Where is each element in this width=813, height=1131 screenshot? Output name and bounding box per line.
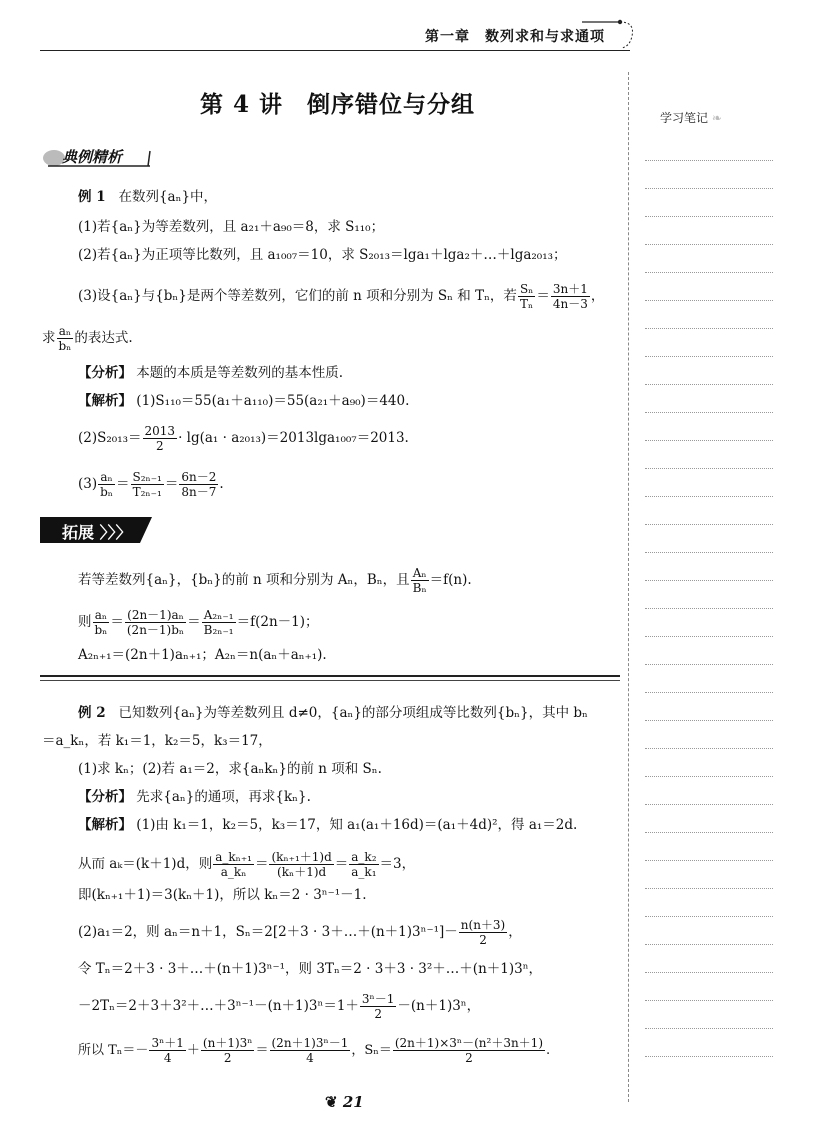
solution-text: (1)S₁₁₀＝55(a₁＋a₁₁₀)＝55(a₂₁＋a₉₀)＝440. <box>136 393 410 409</box>
note-line <box>645 972 773 973</box>
fraction-num: n(n＋3) <box>460 918 506 932</box>
fraction-den: 2 <box>479 933 487 947</box>
eq-sign: ＝ <box>187 614 201 630</box>
fraction <box>213 850 254 879</box>
example2-stem-text: 已知数列{aₙ}为等差数列且 d≠0，{aₙ}的部分项组成等比数列{bₙ}，其中 bₙ <box>118 705 588 721</box>
notes-header-label: 学习笔记 <box>660 111 709 125</box>
fraction-den: 2 <box>223 1051 232 1065</box>
eq-sign: ＝ <box>254 856 269 872</box>
fraction-num: (n＋1)3ⁿ <box>202 1036 253 1050</box>
example2-analysis <box>78 788 311 806</box>
example1-solution2 <box>78 424 409 453</box>
example1-analysis <box>78 364 343 382</box>
fraction-den: bₙ <box>94 623 108 637</box>
q3-text: (3)设{aₙ}与{bₙ}是两个等差数列，它们的前 n 项和分别为 Sₙ 和 Tₙ，若 <box>78 288 517 304</box>
fraction-num: 6n－2 <box>181 470 217 484</box>
fraction-num: aₙ <box>57 324 74 339</box>
fraction-den: a_kₙ <box>220 865 247 879</box>
ask-text: 求 <box>42 330 56 346</box>
eq-sign: ＝ <box>536 288 550 304</box>
fraction-den: bₙ <box>58 339 72 353</box>
note-line <box>645 440 773 441</box>
fraction-den: 2 <box>465 1051 473 1065</box>
plus-sign: ＋ <box>186 1043 200 1058</box>
solution-text: (2)S₂₀₁₃＝ <box>78 430 142 446</box>
note-line <box>645 748 773 749</box>
solution-text: 从而 aₖ＝(k＋1)d，则 <box>78 856 213 872</box>
note-line <box>645 552 773 553</box>
extension-line3: A₂ₙ₊₁＝(2n＋1)aₙ₊₁；A₂ₙ＝n(aₙ＋aₙ₊₁). <box>78 647 327 663</box>
fraction <box>98 470 115 499</box>
fraction-num: a_kₙ₊₁ <box>215 850 252 864</box>
ext-text: 若等差数列{aₙ}，{bₙ}的前 n 项和分别为 Aₙ，Bₙ，且 <box>78 572 410 588</box>
note-line <box>645 692 773 693</box>
fraction <box>269 850 333 879</box>
leaf-icon: ❧ <box>711 111 722 125</box>
note-line <box>645 524 773 525</box>
note-line <box>645 244 773 245</box>
header-rule <box>40 50 630 51</box>
fraction-num: aₙ <box>98 470 115 485</box>
fraction <box>459 918 507 947</box>
note-line <box>645 160 773 161</box>
fraction-num: aₙ <box>93 608 110 623</box>
swirl-icon: ❦ <box>325 1093 338 1111</box>
example2-stem <box>78 704 588 722</box>
fraction <box>93 608 110 637</box>
example1-title: 例 1 <box>78 189 106 205</box>
note-line <box>645 1056 773 1057</box>
fraction <box>125 608 186 637</box>
fraction-num: Sₙ <box>519 282 534 296</box>
example1-solution1 <box>78 392 409 410</box>
fraction-den: a_k₁ <box>351 865 377 879</box>
solution-label: 【解析】 <box>78 817 132 833</box>
fraction <box>179 470 218 499</box>
note-line <box>645 916 773 917</box>
eq-sign: ＝ <box>334 856 349 872</box>
notes-header <box>660 109 722 126</box>
solution-text-end: －(n＋1)3ⁿ， <box>397 998 481 1014</box>
note-line <box>645 944 773 945</box>
example2-solution6 <box>78 992 480 1021</box>
fraction <box>57 324 74 353</box>
fraction <box>393 1036 545 1065</box>
note-line <box>645 272 773 273</box>
ext-text-end: ＝f(n). <box>429 572 472 588</box>
eq-sign: ＝ <box>116 476 130 492</box>
note-line <box>645 664 773 665</box>
note-line <box>645 720 773 721</box>
chapter-header: 第一章 数列求和与求通项 <box>425 29 605 45</box>
note-line <box>645 608 773 609</box>
fraction <box>551 282 590 311</box>
eq-sign: ＝ <box>255 1043 269 1058</box>
ext-text-end: ＝f(2n－1)； <box>236 614 319 630</box>
note-line <box>645 776 773 777</box>
note-line <box>645 496 773 497</box>
page-number <box>325 1093 364 1111</box>
example2-title: 例 2 <box>78 705 106 721</box>
extension-line1 <box>78 566 472 595</box>
fraction-num: 3n＋1 <box>552 282 588 296</box>
page-number-text: 21 <box>342 1093 364 1111</box>
example2-solution1 <box>78 816 577 834</box>
example2-stem2: ＝a_kₙ，若 k₁＝1，k₂＝5，k₃＝17， <box>42 733 272 749</box>
fraction <box>201 1036 255 1065</box>
fraction-den: 8n－7 <box>181 485 217 499</box>
note-line <box>645 804 773 805</box>
fraction-num: S₂ₙ₋₁ <box>132 470 162 484</box>
note-line <box>645 356 773 357</box>
extension-line2 <box>78 608 319 637</box>
note-line <box>645 888 773 889</box>
analysis-label: 【分析】 <box>78 365 132 381</box>
punct: . <box>546 1043 551 1058</box>
example2-solution5: 令 Tₙ＝2＋3 · 3＋…＋(n＋1)3ⁿ⁻¹，则 3Tₙ＝2 · 3＋3 · 3²＋…＋(n＋1)3ⁿ， <box>78 961 543 977</box>
fraction <box>518 282 535 311</box>
analysis-text: 本题的本质是等差数列的基本性质. <box>136 365 344 381</box>
example2-solution4 <box>78 918 522 947</box>
note-line <box>645 412 773 413</box>
fraction-num: Aₙ <box>411 566 429 581</box>
note-line <box>645 1028 773 1029</box>
solution-text-end: ＝3， <box>379 856 416 872</box>
extension-rule <box>40 675 620 677</box>
example2-solution3: 即(kₙ₊₁＋1)＝3(kₙ＋1)，所以 kₙ＝2 · 3ⁿ⁻¹－1. <box>78 887 367 903</box>
fraction <box>349 850 378 879</box>
example1-stem-text: 在数列{aₙ}中， <box>118 189 218 205</box>
fraction <box>149 1036 185 1065</box>
analysis-label: 【分析】 <box>78 789 132 805</box>
fraction-num: A₂ₙ₋₁ <box>202 608 236 623</box>
extension-rule-thin <box>40 680 620 681</box>
fraction-den: (2n－1)bₙ <box>126 623 185 637</box>
fraction <box>360 992 396 1021</box>
extension-label: 拓展 〉〉〉 <box>62 523 132 542</box>
example1-q3-ask <box>42 324 133 353</box>
example2-question: (1)求 kₙ；(2)若 a₁＝2，求{aₙkₙ}的前 n 项和 Sₙ. <box>78 761 382 777</box>
fraction <box>411 566 429 595</box>
section-label: 典例精析 <box>62 148 123 166</box>
fraction-num: (2n－1)aₙ <box>125 608 186 623</box>
fraction-den: Bₙ <box>412 581 427 595</box>
fraction-den: (kₙ＋1)d <box>277 865 327 879</box>
note-line <box>645 216 773 217</box>
punct: . <box>219 476 224 492</box>
fraction-num: 3ⁿ＋1 <box>151 1036 184 1050</box>
fraction <box>131 470 164 499</box>
solution-label: 【解析】 <box>78 393 132 409</box>
solution-text: (2)a₁＝2，则 aₙ＝n＋1，Sₙ＝2[2＋3 · 3＋…＋(n＋1)3ⁿ⁻¹]－ <box>78 924 458 940</box>
note-line <box>645 468 773 469</box>
fraction-num: 2013 <box>144 424 176 438</box>
example1-stem <box>78 188 217 206</box>
example1-q2: (2)若{aₙ}为正项等比数列，且 a₁₀₀₇＝10，求 S₂₀₁₃＝lga₁＋lga₂＋…＋lga₂₀₁₃； <box>78 247 567 263</box>
fraction-num: (2n＋1)×3ⁿ－(n²＋3n＋1) <box>394 1036 544 1050</box>
fraction-num: a_k₂ <box>351 850 377 864</box>
fraction-num: 3ⁿ－1 <box>361 992 395 1006</box>
ask-text-end: 的表达式. <box>74 330 133 346</box>
lesson-title: 第 4 讲 倒序错位与分组 <box>200 91 476 118</box>
fraction-num: (kₙ₊₁＋1)d <box>271 850 332 864</box>
eq-sign: ＝ <box>110 614 124 630</box>
fraction-den: bₙ <box>100 485 113 499</box>
note-line <box>645 1000 773 1001</box>
example2-solution7 <box>78 1036 550 1065</box>
solution-text: －2Tₙ＝2＋3＋3²＋…＋3ⁿ⁻¹－(n＋1)3ⁿ＝1＋ <box>78 998 359 1014</box>
note-line <box>645 300 773 301</box>
fraction-den: 4 <box>306 1051 314 1065</box>
fraction-den: 4 <box>163 1051 172 1065</box>
example1-q1: (1)若{aₙ}为等差数列，且 a₂₁＋a₉₀＝8，求 S₁₁₀； <box>78 219 385 235</box>
example1-solution3 <box>78 470 224 499</box>
analysis-text: 先求{aₙ}的通项，再求{kₙ}. <box>136 789 311 805</box>
fraction-den: T₂ₙ₋₁ <box>132 485 162 499</box>
example2-solution2 <box>78 850 415 879</box>
punct: ， <box>508 924 522 940</box>
note-line <box>645 188 773 189</box>
solution-text: (3) <box>78 476 98 492</box>
header-decoration-icon <box>580 14 640 54</box>
fraction-den: 2 <box>374 1007 382 1021</box>
ext-text: 则 <box>78 614 92 630</box>
fraction <box>202 608 236 637</box>
note-line <box>645 580 773 581</box>
fraction-den: 2 <box>155 439 164 453</box>
fraction-den: Tₙ <box>520 297 534 311</box>
fraction-den: 4n－3 <box>552 297 588 311</box>
solution-text-mid: ，Sₙ＝ <box>351 1043 392 1058</box>
note-line <box>645 860 773 861</box>
note-line <box>645 328 773 329</box>
fraction <box>143 424 178 453</box>
note-line <box>645 384 773 385</box>
note-line <box>645 636 773 637</box>
fraction-den: B₂ₙ₋₁ <box>203 623 234 637</box>
solution-text: 所以 Tₙ＝－ <box>78 1043 149 1058</box>
punct: ， <box>590 288 605 304</box>
solution-text: (1)由 k₁＝1，k₂＝5，k₃＝17，知 a₁(a₁＋16d)＝(a₁＋4d)²，得 a₁＝2d. <box>136 817 578 833</box>
solution-text-end: · lg(a₁ · a₂₀₁₃)＝2013lga₁₀₀₇＝2013. <box>178 430 409 446</box>
fraction-num: (2n＋1)3ⁿ－1 <box>271 1036 349 1050</box>
example1-q3 <box>78 282 604 311</box>
note-line <box>645 832 773 833</box>
eq-sign: ＝ <box>164 476 179 492</box>
notes-divider <box>628 72 629 1102</box>
fraction <box>270 1036 351 1065</box>
